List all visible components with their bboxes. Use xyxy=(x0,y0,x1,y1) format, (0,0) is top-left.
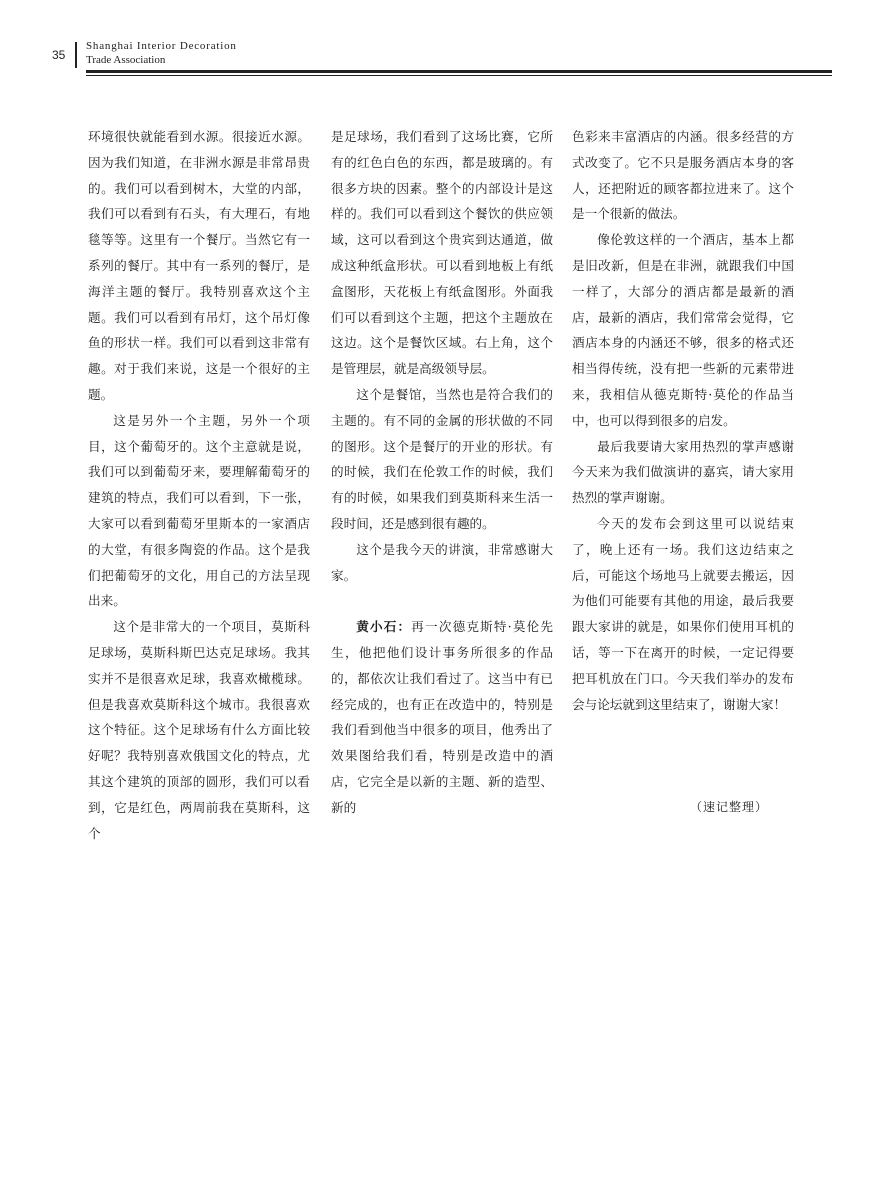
transcription-credit: （速记整理） xyxy=(690,800,769,814)
text-column-1 xyxy=(88,124,310,846)
paragraph: 这个是我今天的讲演，非常感谢大家。 xyxy=(331,541,553,583)
paragraph: 这个是餐馆，当然也是符合我们的主题的。有不同的金属的形状做的不同的图形。这个是餐厅的开业的形状。有的时候，我们在伦敦工作的时候，我们有的时候，如果我们到莫斯科来生活一段时间，还是感到很有趣的。 xyxy=(331,386,553,531)
paragraph: 色彩来丰富酒店的内涵。很多经营的方式改变了。它不只是服务酒店本身的客人，还把附近的顾客都拉进来了。这个是一个很新的做法。 xyxy=(572,129,794,222)
speaker-text: 再一次德克斯特·莫伦先生，他把他们设计事务所很多的作品的，都依次让我们看过了。这当中有已经完成的，也有正在改造中的，特别是我们看到他当中很多的项目，他秀出了效果图给我们看，特别是改造中的酒店，它完全是以新的主题、新的造型、新的 xyxy=(331,619,553,815)
page-header xyxy=(52,40,832,74)
paragraph: 今天的发布会到这里可以说结束了，晚上还有一场。我们这边结束之后，可能这个场地马上就要去搬运，因为他们可能要有其他的用途，最后我要跟大家讲的就是，如果你们使用耳机的话，等一下在离开的时候，一定记得要把耳机放在门口。今天我们举办的发布会与论坛就到这里结束了，谢谢大家！ xyxy=(572,515,794,712)
text-column-2 xyxy=(331,124,553,821)
header-rule-thick xyxy=(86,70,832,73)
text-column-3 xyxy=(572,124,794,717)
speaker-paragraph xyxy=(331,614,553,820)
paragraph: 这是另外一个主题，另外一个项目，这个葡萄牙的。这个主意就是说，我们可以到葡萄牙来，要理解葡萄牙的建筑的特点，我们可以看到，下一张，大家可以看到葡萄牙里斯本的一家酒店的大堂，有很多陶瓷的作品。这个是我们把葡萄牙的文化，用自己的方法呈现出来。 xyxy=(88,412,310,609)
header-rule-thin xyxy=(86,75,832,76)
paragraph: 最后我要请大家用热烈的掌声感谢今天来为我们做演讲的嘉宾，请大家用热烈的掌声谢谢。 xyxy=(572,438,794,506)
paragraph: 是足球场，我们看到了这场比赛，它所有的红色白色的东西，都是玻璃的。有很多方块的因素。整个的内部设计是这样的。我们可以看到这个餐饮的供应领域，这可以看到这个贵宾到达通道，做成这种纸盒形状。可以看到地板上有纸盒图形，天花板上有纸盒图形。外面我们可以看到这个主题，把这个主题放在这边。这个是餐饮区域。右上角，这个是管理层，就是高级领导层。 xyxy=(331,129,553,377)
page-number: 35 xyxy=(52,48,66,62)
paragraph: 这个是非常大的一个项目，莫斯科足球场，莫斯科斯巴达克足球场。我其实并不是很喜欢足球，我喜欢橄榄球。但是我喜欢莫斯科这个城市。我很喜欢这个特征。这个足球场有什么方面比较好呢？我特别喜欢俄国文化的特点，尤其这个建筑的顶部的圆形，我们可以看到，它是红色，两周前我在莫斯科，这个 xyxy=(88,619,310,841)
header-divider xyxy=(75,42,77,68)
paragraph: 像伦敦这样的一个酒店，基本上都是旧改新，但是在非洲，就跟我们中国一样了，大部分的酒店都是最新的酒店，最新的酒店，我们常常会觉得，它酒店本身的内涵还不够，很多的格式还相当得传统，没有把一些新的元素带进来，我相信从德克斯特·莫伦的作品当中，也可以得到很多的启发。 xyxy=(572,232,794,428)
association-name-line2: Trade Association xyxy=(86,54,166,66)
association-name-line1: Shanghai Interior Decoration xyxy=(86,40,237,52)
paragraph: 环境很快就能看到水源。很接近水源。因为我们知道，在非洲水源是非常昂贵的。我们可以看到树木，大堂的内部，我们可以看到有石头，有大理石，有地毯等等。这里有一个餐厅。当然它有一系列的餐厅。其中有一系列的餐厅，是海洋主题的餐厅。我特别喜欢这个主题。我们可以看到有吊灯，这个吊灯像鱼的形状一样。我们可以看到这非常有趣。对于我们来说，这是一个很好的主题。 xyxy=(88,129,310,402)
speaker-name: 黄小石： xyxy=(356,619,412,635)
